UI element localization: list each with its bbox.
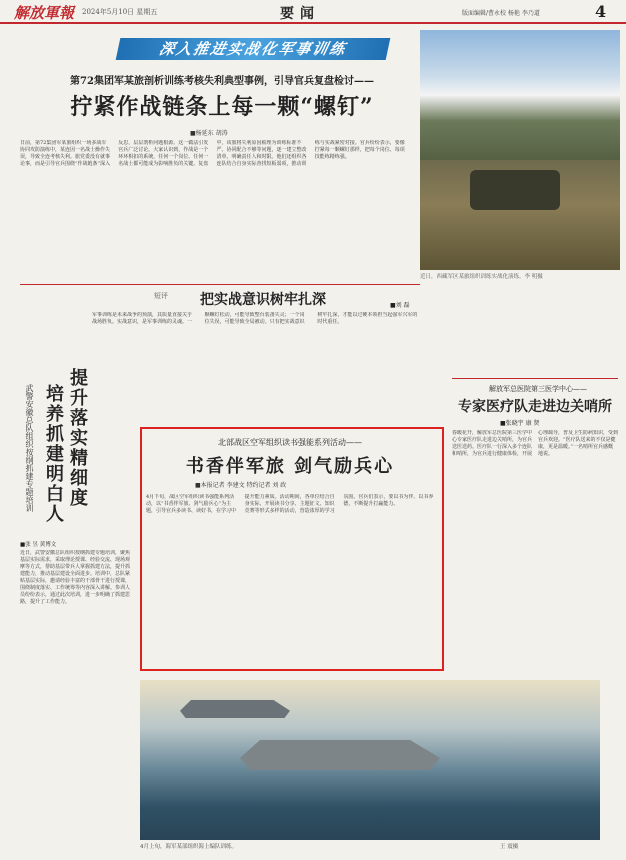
lead-headline: 拧紧作战链条上每一颗“螺钉” (70, 94, 374, 120)
page-number: 4 (595, 2, 607, 21)
right-feature-title: 专家医疗队走进边关哨所 (458, 399, 612, 415)
lead-body: 日前，第72集团军某旅组织一场多战车协同攻防演练中，某连因一名战士操作失误，导致全连考核失利。旅党委没有就事论事，而是引导官兵围绕“作战链条”深入反思，层层剖析问题根源。这一做法引发官兵广泛讨论。大家认识到，作战是一个环环相扣的系统，任何一个岗位、任何一名战士都可能成为影响胜负的关键。复盘中，该旅将失利原因梳理为训练标准不严、协同配合不够等问题，逐一建立整改清单，明确责任人和时限。他们还组织各连队结合自身实际查找短板弱项，推动训练与实战紧密对接。官兵纷纷表示，要像拧紧每一颗螺钉那样，把每个岗位、每项技能练精练强。 (20, 140, 405, 167)
highlighted-kicker: 北部战区空军组织读书强能系列活动—— (218, 438, 362, 447)
ship-photo-caption: 4月上旬，海军某部组织海上编队训练。 (140, 844, 238, 850)
left-feature-author: ■张 昱 黄博文 (20, 542, 57, 548)
right-feature-byline: ■张晓宇 康 贤 (500, 420, 540, 427)
newspaper-logo: 解放軍報 (14, 4, 75, 22)
topic-banner: 深入推进实战化军事训练 (116, 38, 391, 60)
highlighted-byline: ■本报记者 李建文 特约记者 刘 政 (195, 482, 287, 489)
review-label: 短评 (154, 292, 168, 300)
review-body: 军事训练是未来战争的预演，其质量直接关乎战场胜负。实战意识，是军事训练的灵魂。一颗螺钉松动，可能导致整台装备失灵；一个岗位失误，可能导致全局被动。只有把实战意识树牢扎深，才能以过硬本领担当起强军兴军的时代重任。 (92, 312, 418, 325)
issue-date: 2024年5月10日 星期五 (82, 8, 158, 16)
right-feature-body: 春暖花开，解放军总医院第三医学中心专家医疗队走进边关哨所，为官兵送医送药。医疗队一行深入多个连队和哨所，为官兵进行健康体检，开展心理疏导，普及卫生防病知识，受到官兵欢迎。“医疗队送来的不仅是健康，更是温暖。”一名哨所官兵感慨地说。 (452, 430, 618, 457)
ship-photo-author: 王 震摄 (500, 844, 519, 850)
review-author: ■刘 磊 (390, 302, 410, 309)
left-feature-subtitle: 武警安徽总队组织按纲抓建专题培训 (25, 384, 34, 512)
armored-vehicle (470, 170, 560, 210)
review-title: 把实战意识树牢扎深 (200, 292, 326, 308)
left-feature-body: 近日，武警安徽总队组织按纲抓建专题培训，聚焦基层实际需求，采取理论授课、经验交流、现场观摩等方式，帮助基层带兵人掌握抓建方法，提升抓建能力，推动基层建设全面进步。培训中，总队紧贴基层实际，邀请经验丰富的干部骨干进行授课，围绕制度落实、工作统筹等内容深入讲解。参训人员纷纷表示，通过此次培训，进一步明确了抓建思路，提升了工作能力。 (20, 550, 130, 605)
highlighted-body: 4月下旬，战区空军组织读书强能系列活动，以“书香伴军旅、剑气励兵心”为主题，引导官兵多读书、读好书，在学习中提升能力素质。活动期间，各单位结合自身实际，开展读书分享、主题征文、知识竞赛等形式多样的活动，营造浓厚的学习氛围。官兵们表示，要以书为伴、以书养德，不断提升打赢能力。 (146, 494, 434, 514)
mountain-training-photo (420, 30, 620, 160)
lead-byline: ■杨延东 胡涛 (190, 130, 228, 137)
highlighted-title: 书香伴军旅 剑气励兵心 (185, 456, 395, 477)
page-editors: 版面编辑/曹永校 杨艳 李乃道 (462, 10, 540, 17)
right-feature-kicker: 解放军总医院第三医学中心—— (489, 385, 587, 393)
section-title: 要闻 (280, 6, 320, 22)
ship-shape (240, 740, 440, 770)
lead-kicker: 第72集团军某旅剖析训练考核失利典型事例，引导官兵复盘检讨—— (70, 76, 374, 87)
ship-shape (180, 700, 290, 718)
left-feature-title-2: 培养抓建明白人 (43, 384, 64, 524)
photo-caption: 近日，西藏军区某旅组织训练实战化演练。李 明摄 (420, 274, 543, 280)
divider (452, 378, 618, 379)
left-feature-title-1: 提升落实精细度 (67, 368, 88, 508)
divider (20, 284, 420, 285)
